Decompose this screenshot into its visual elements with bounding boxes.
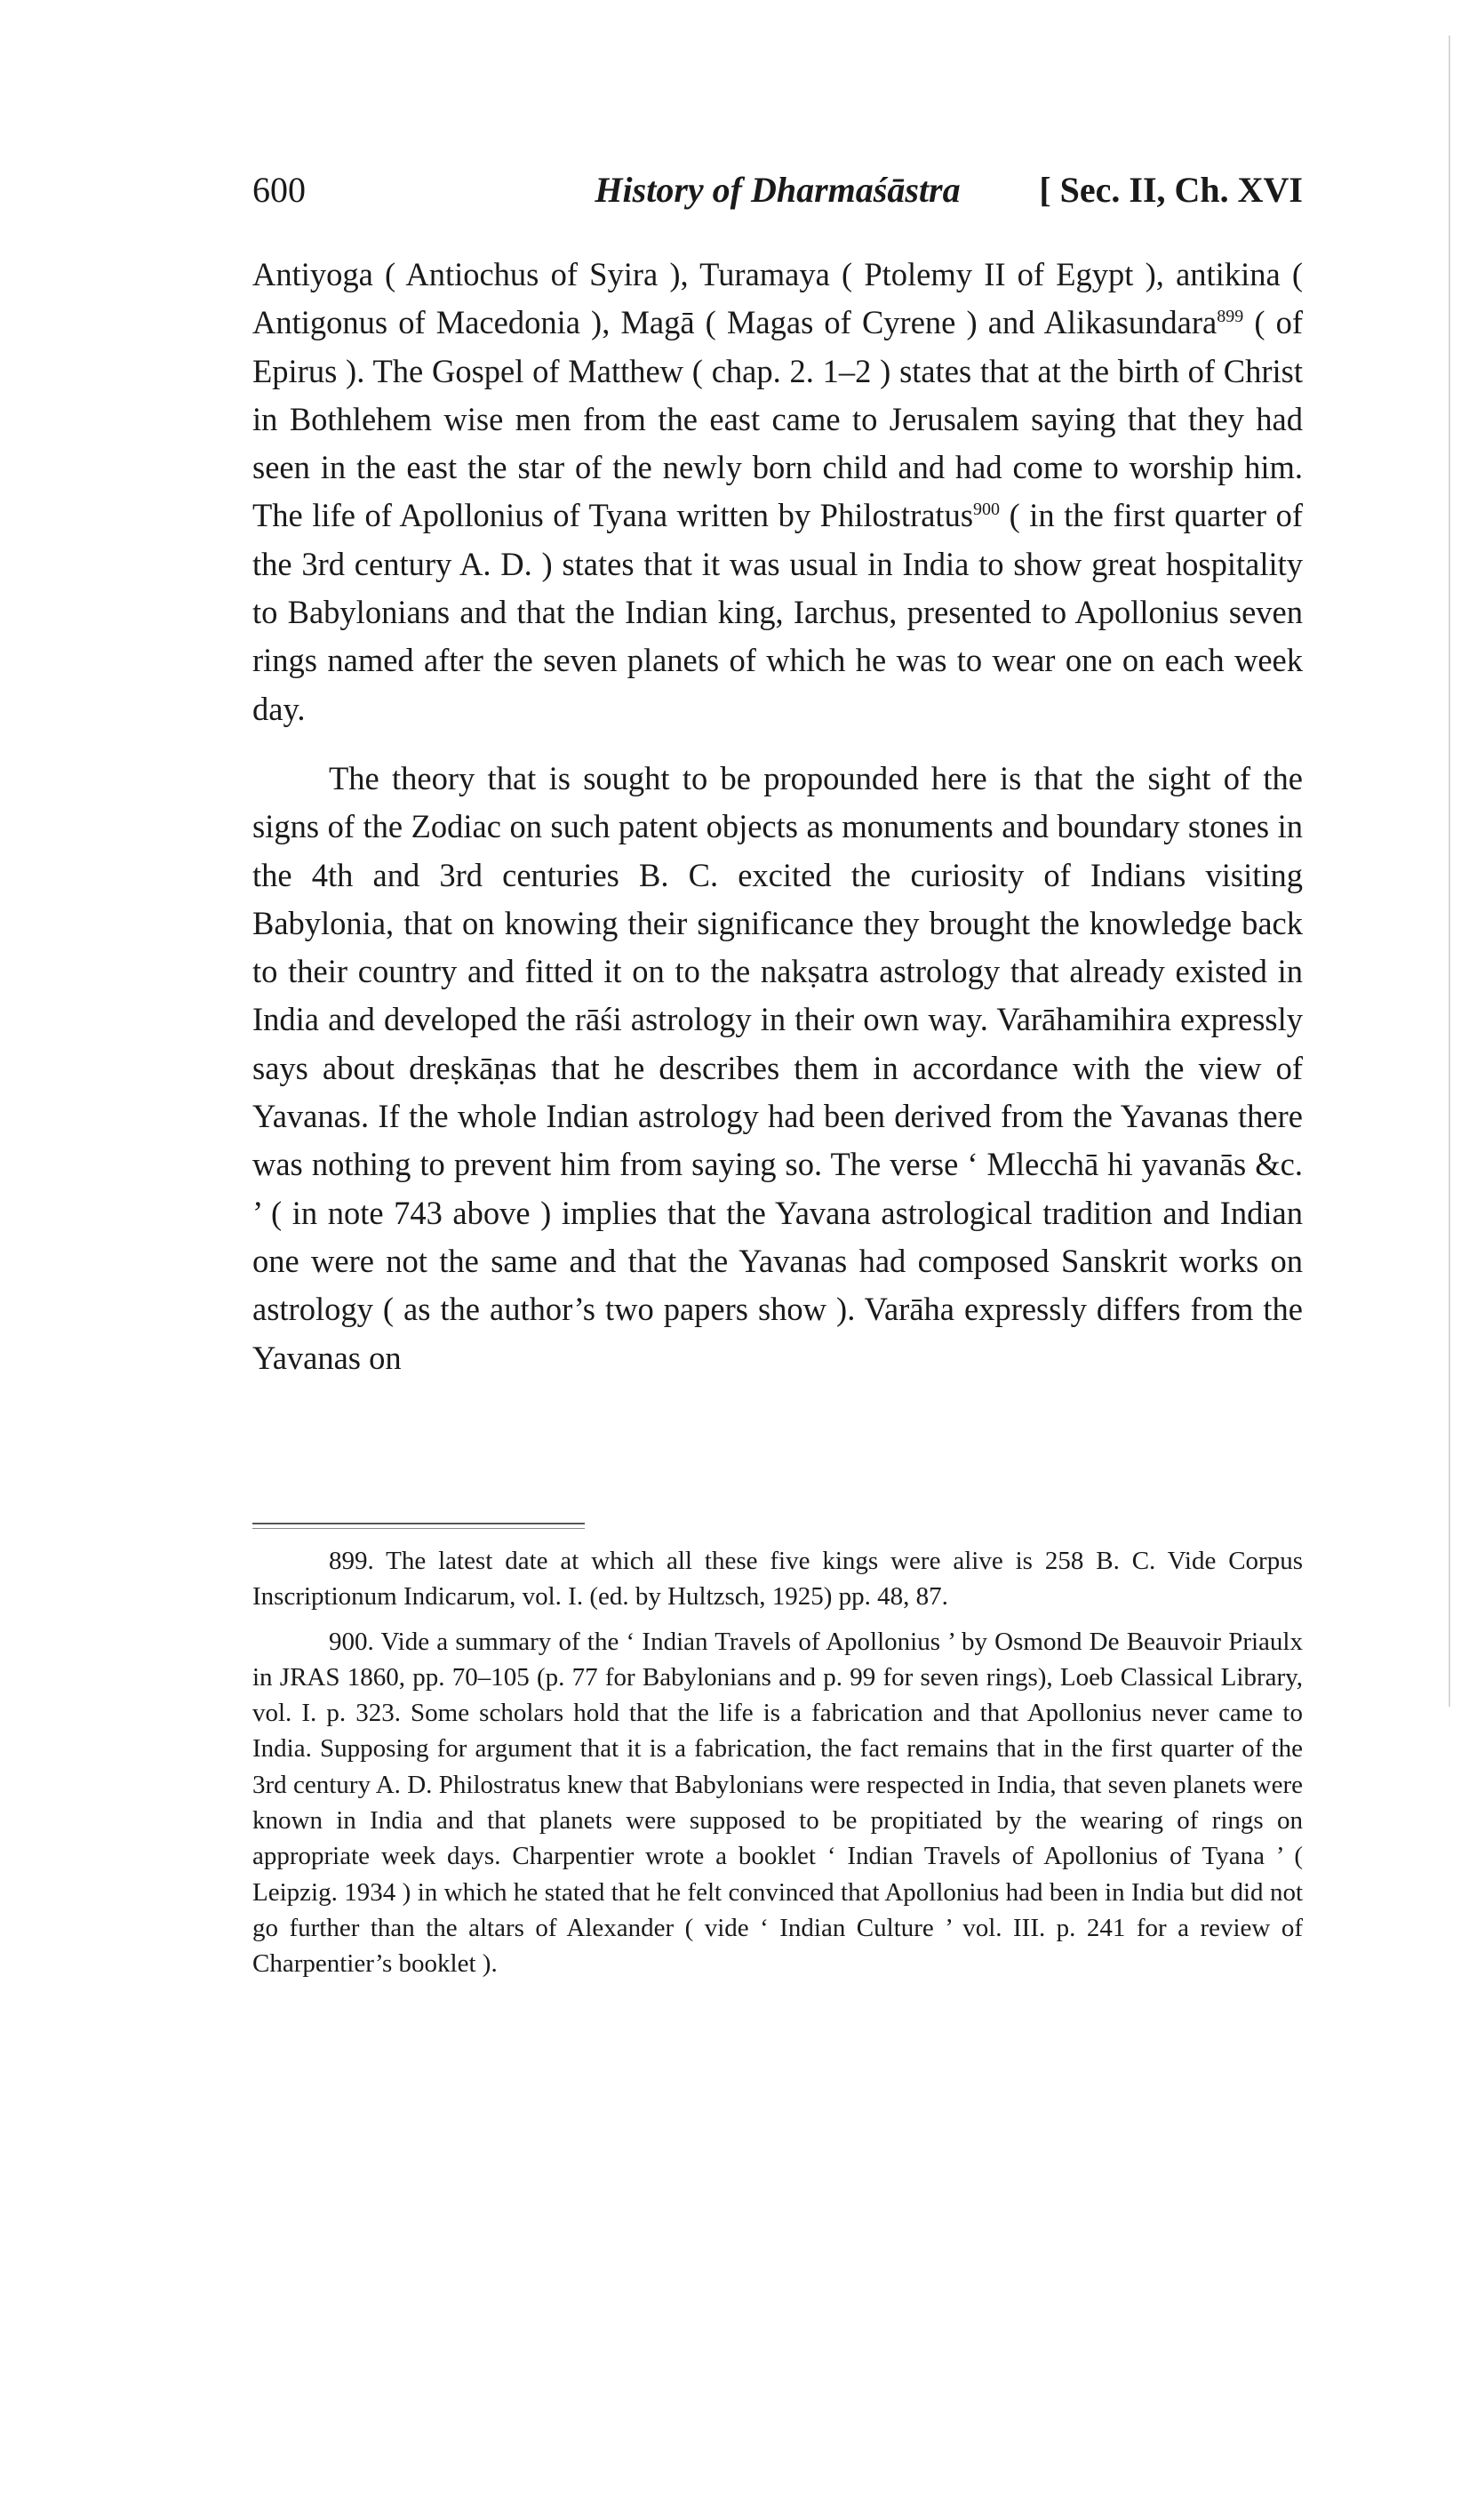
main-text	[252, 251, 1303, 1382]
page-number: 600	[252, 170, 306, 210]
paragraph-2: The theory that is sought to be propounded here is that the sight of the signs of the Zodiac on such patent objects as monuments and boundary stones in the 4th and 3rd centuries B. C. excited the curiosity of Indians visiting Babylonia, that on knowing their significance they brought the knowledge back to their country and fitted it on to the nakṣatra astrology that already existed in India and developed the rāśi astrology in their own way. Varāhamihira expressly says about dreṣkāṇas that he describes them in accordance with the view of Yavanas. If the whole Indian astrology had been derived from the Yavanas there was nothing to prevent him from saying so. The verse ‘ Mlecchā hi yavanās &c. ’ ( in note 743 above ) implies that the Yavana astrological tradition and Indian one were not the same and that the Yavanas had composed Sanskrit works on astrology ( as the author’s two papers show ). Varāha expressly differs from the Yavanas on	[252, 759, 1303, 1376]
section-reference: [ Sec. II, Ch. XVI	[1039, 170, 1303, 210]
paragraph-1-part-1: Antiyoga ( Antiochus of Syira ), Turamaya ( Ptolemy II of Egypt ), antikina ( Antigonus of Macedonia ), Magā ( Magas of Cyrene ) and Alikasundara	[252, 256, 1303, 341]
page-header	[252, 169, 1303, 222]
page-edge-line	[1449, 36, 1450, 1707]
footnotes	[252, 1543, 1303, 1991]
footnote-900: 900. Vide a summary of the ‘ Indian Travels of Apollonius ’ by Osmond De Beauvoir Priaulx in JRAS 1860, pp. 70–105 (p. 77 for Babylonians and p. 99 for seven rings), Loeb Classical Library, vol. I. p. 323. Some scholars hold that the life is a fabrication and that Apollonius never came to India. Supposing for argument that it is a fabrication, the fact remains that in the first quarter of the 3rd century A. D. Philostratus knew that Babylonians were respected in India, that seven planets were known in India and that planets were supposed to be propitiated by the wearing of rings on appropriate week days. Charpentier wrote a booklet ‘ Indian Travels of Apollonius of Tyana ’ ( Leipzig. 1934 ) in which he stated that he felt convinced that Apollonius had been in India but did not go further than the altars of Alexander ( vide ‘ Indian Culture ’ vol. III. p. 241 for a review of Charpentier’s booklet ).	[252, 1627, 1303, 1979]
footnote-divider	[252, 1523, 585, 1529]
running-title: History of Dharmaśāstra	[595, 170, 961, 210]
footnote-ref-899: 899	[1217, 307, 1244, 327]
paragraph-1	[252, 251, 1303, 733]
footnote-ref-900: 900	[973, 500, 1001, 520]
footnote-899: 899. The latest date at which all these five kings were alive is 258 B. C. Vide Corpus Inscriptionum Indicarum, vol. I. (ed. by Hultzsch, 1925) pp. 48, 87.	[252, 1547, 1303, 1612]
paragraph-1-part-2: ( of Epirus ). The Gospel of Matthew ( chap. 2. 1–2 ) states that at the birth of Christ in Bothlehem wise men from the east came to Jerusalem saying that they had seen in the east the star of the newly born child and had come to worship him. The life of Apollonius of Tyana written by Philostratus	[252, 304, 1304, 534]
paragraph-1-part-3: ( in the first quarter of the 3rd century A. D. ) states that it was usual in India to show great hospitality to Babylonians and that the Indian king, Iarchus, presented to Apollonius seven rings named after the seven planets of which he was to wear one on each week day.	[252, 497, 1303, 727]
